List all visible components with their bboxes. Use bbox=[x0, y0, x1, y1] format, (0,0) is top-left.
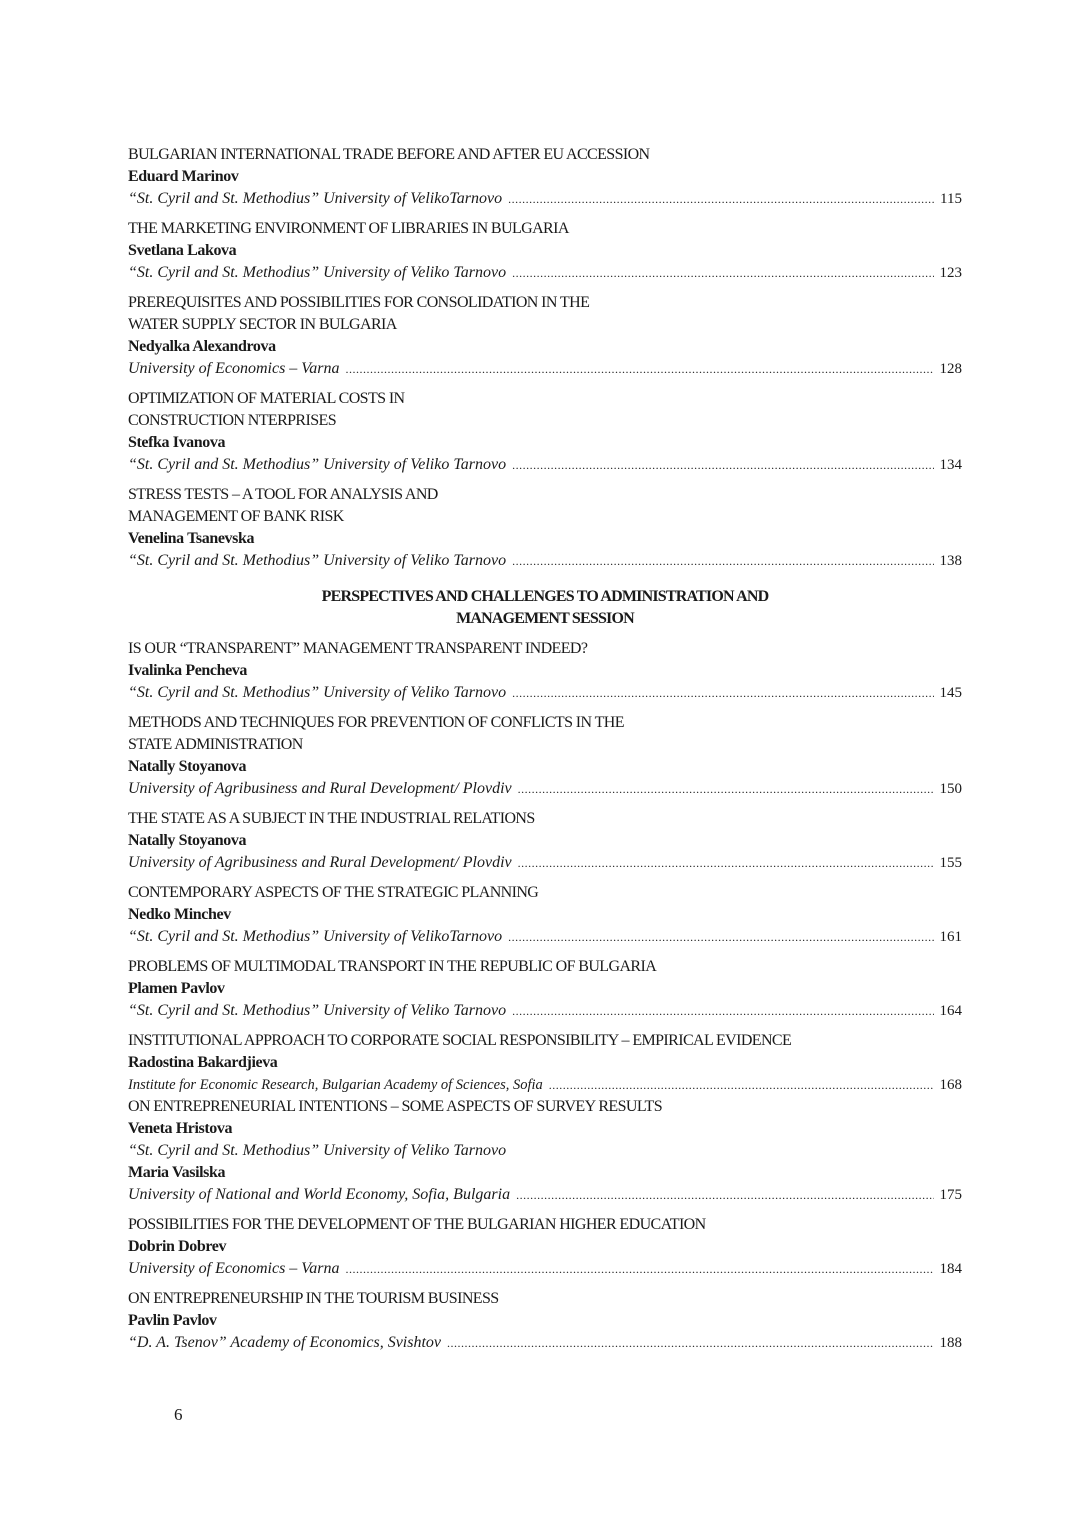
entry-author: Pavlin Pavlov bbox=[128, 1312, 217, 1329]
entry-page-number: 184 bbox=[939, 1261, 962, 1277]
entry-page-number: 138 bbox=[939, 553, 962, 569]
entry-page-number: 128 bbox=[939, 361, 962, 377]
entry-title: WATER SUPPLY SECTOR IN BULGARIA bbox=[128, 316, 397, 333]
entry-title: STATE ADMINISTRATION bbox=[128, 736, 303, 753]
entry-affiliation-line bbox=[128, 1332, 962, 1354]
entry-affiliation-line bbox=[128, 1258, 962, 1280]
entry-page-number: 115 bbox=[940, 191, 962, 207]
entry-page-number: 188 bbox=[939, 1335, 962, 1351]
toc-entry bbox=[128, 638, 962, 704]
section-heading-line: PERSPECTIVES AND CHALLENGES TO ADMINISTRATION AND bbox=[321, 588, 769, 605]
entry-author: Venelina Tsanevska bbox=[128, 530, 255, 547]
entry-affiliation-line bbox=[128, 778, 962, 800]
toc-entry bbox=[128, 144, 962, 210]
entry-page-number: 123 bbox=[939, 265, 962, 281]
entry-title: PROBLEMS OF MULTIMODAL TRANSPORT IN THE REPUBLIC OF BULGARIA bbox=[128, 958, 657, 975]
entry-affiliation-line bbox=[128, 1140, 962, 1162]
entry-affiliation-line bbox=[128, 262, 962, 284]
toc-entry bbox=[128, 1214, 962, 1280]
dot-leader bbox=[518, 852, 934, 874]
dot-leader bbox=[512, 1000, 933, 1022]
entry-affiliation-line bbox=[128, 682, 962, 704]
toc-entry bbox=[128, 388, 962, 476]
entry-title: INSTITUTIONAL APPROACH TO CORPORATE SOCIAL RESPONSIBILITY – EMPIRICAL EVIDENCE bbox=[128, 1032, 792, 1049]
entry-author: Radostina Bakardjieva bbox=[128, 1054, 278, 1071]
entry-affiliation: University of National and World Economy, Sofia, Bulgaria bbox=[128, 1186, 511, 1203]
toc-entry bbox=[128, 1096, 962, 1206]
entry-affiliation: “St. Cyril and St. Methodius” University of Veliko Tarnovo bbox=[128, 1142, 507, 1159]
entry-affiliation: “St. Cyril and St. Methodius” University of VelikoTarnovo bbox=[128, 928, 503, 945]
entry-affiliation-line bbox=[128, 926, 962, 948]
entry-page-number: 168 bbox=[939, 1077, 962, 1093]
entry-title: PREREQUISITES AND POSSIBILITIES FOR CONSOLIDATION IN THE bbox=[128, 294, 590, 311]
dot-leader bbox=[516, 1184, 933, 1206]
section-heading bbox=[128, 586, 962, 630]
entry-author: Stefka Ivanova bbox=[128, 434, 226, 451]
dot-leader bbox=[549, 1074, 934, 1096]
toc-entry bbox=[128, 808, 962, 874]
entry-author: Natally Stoyanova bbox=[128, 758, 247, 775]
entry-title: IS OUR “TRANSPARENT” MANAGEMENT TRANSPARENT INDEED? bbox=[128, 640, 588, 657]
entry-page-number: 175 bbox=[939, 1187, 962, 1203]
entry-page-number: 150 bbox=[939, 781, 962, 797]
entry-affiliation-line bbox=[128, 358, 962, 380]
entry-affiliation: University of Economics – Varna bbox=[128, 360, 340, 377]
entry-author: Nedyalka Alexandrova bbox=[128, 338, 276, 355]
entry-page-number: 161 bbox=[939, 929, 962, 945]
toc-entry bbox=[128, 712, 962, 800]
entry-affiliation-line bbox=[128, 852, 962, 874]
entry-affiliation-line bbox=[128, 1074, 962, 1096]
entry-affiliation-line bbox=[128, 188, 962, 210]
entry-affiliation: “St. Cyril and St. Methodius” University of Veliko Tarnovo bbox=[128, 264, 507, 281]
toc-entry bbox=[128, 292, 962, 380]
table-of-contents bbox=[128, 144, 962, 1362]
entry-affiliation: “St. Cyril and St. Methodius” University of Veliko Tarnovo bbox=[128, 552, 507, 569]
entry-author: Eduard Marinov bbox=[128, 168, 239, 185]
entry-affiliation: “St. Cyril and St. Methodius” University of VelikoTarnovo bbox=[128, 190, 503, 207]
entry-title: OPTIMIZATION OF MATERIAL COSTS IN bbox=[128, 390, 405, 407]
footer-page-number: 6 bbox=[174, 1405, 183, 1424]
toc-entry bbox=[128, 956, 962, 1022]
entry-title: METHODS AND TECHNIQUES FOR PREVENTION OF CONFLICTS IN THE bbox=[128, 714, 624, 731]
entry-affiliation: University of Agribusiness and Rural Development/ Plovdiv bbox=[128, 854, 512, 871]
dot-leader bbox=[512, 454, 933, 476]
dot-leader bbox=[346, 1258, 934, 1280]
dot-leader bbox=[512, 262, 933, 284]
entry-affiliation-line bbox=[128, 454, 962, 476]
entry-title: ON ENTREPRENEURIAL INTENTIONS – SOME ASPECTS OF SURVEY RESULTS bbox=[128, 1098, 663, 1115]
dot-leader bbox=[508, 188, 934, 210]
entry-title: ON ENTREPRENEURSHIP IN THE TOURISM BUSINESS bbox=[128, 1290, 499, 1307]
toc-entry bbox=[128, 1288, 962, 1354]
entry-page-number: 164 bbox=[939, 1003, 962, 1019]
dot-leader bbox=[346, 358, 934, 380]
entry-title: BULGARIAN INTERNATIONAL TRADE BEFORE AND AFTER EU ACCESSION bbox=[128, 146, 650, 163]
toc-entry bbox=[128, 882, 962, 948]
entry-affiliation-line bbox=[128, 550, 962, 572]
entry-title: POSSIBILITIES FOR THE DEVELOPMENT OF THE BULGARIAN HIGHER EDUCATION bbox=[128, 1216, 706, 1233]
entry-affiliation: “St. Cyril and St. Methodius” University of Veliko Tarnovo bbox=[128, 684, 507, 701]
entry-title: CONTEMPORARY ASPECTS OF THE STRATEGIC PLANNING bbox=[128, 884, 539, 901]
entry-title: CONSTRUCTION NTERPRISES bbox=[128, 412, 337, 429]
entry-affiliation: University of Economics – Varna bbox=[128, 1260, 340, 1277]
entry-author: Veneta Hristova bbox=[128, 1120, 233, 1137]
dot-leader bbox=[447, 1332, 933, 1354]
entry-page-number: 155 bbox=[939, 855, 962, 871]
dot-leader bbox=[518, 778, 934, 800]
entry-affiliation: “D. A. Tsenov” Academy of Economics, Svishtov bbox=[128, 1334, 442, 1351]
entry-affiliation-line bbox=[128, 1184, 962, 1206]
toc-entry bbox=[128, 218, 962, 284]
entry-author: Nedko Minchev bbox=[128, 906, 231, 923]
entry-author: Maria Vasilska bbox=[128, 1164, 226, 1181]
section-heading-line: MANAGEMENT SESSION bbox=[456, 610, 634, 627]
entry-author: Svetlana Lakova bbox=[128, 242, 237, 259]
entry-affiliation: Institute for Economic Research, Bulgarian Academy of Sciences, Sofia bbox=[128, 1077, 543, 1093]
entry-author: Ivalinka Pencheva bbox=[128, 662, 247, 679]
entry-page-number: 134 bbox=[939, 457, 962, 473]
toc-entry bbox=[128, 484, 962, 572]
entry-author: Natally Stoyanova bbox=[128, 832, 247, 849]
entry-title: MANAGEMENT OF BANK RISK bbox=[128, 508, 344, 525]
entry-title: THE MARKETING ENVIRONMENT OF LIBRARIES IN BULGARIA bbox=[128, 220, 569, 237]
entry-page-number: 145 bbox=[939, 685, 962, 701]
entry-title: THE STATE AS A SUBJECT IN THE INDUSTRIAL RELATIONS bbox=[128, 810, 535, 827]
dot-leader bbox=[512, 550, 933, 572]
entry-affiliation: “St. Cyril and St. Methodius” University of Veliko Tarnovo bbox=[128, 1002, 507, 1019]
entry-affiliation: “St. Cyril and St. Methodius” University of Veliko Tarnovo bbox=[128, 456, 507, 473]
entry-author: Plamen Pavlov bbox=[128, 980, 225, 997]
entry-affiliation: University of Agribusiness and Rural Development/ Plovdiv bbox=[128, 780, 512, 797]
toc-entry bbox=[128, 1030, 962, 1096]
entry-affiliation-line bbox=[128, 1000, 962, 1022]
entry-author: Dobrin Dobrev bbox=[128, 1238, 227, 1255]
dot-leader bbox=[512, 682, 933, 704]
entry-title: STRESS TESTS – A TOOL FOR ANALYSIS AND bbox=[128, 486, 438, 503]
dot-leader bbox=[508, 926, 933, 948]
